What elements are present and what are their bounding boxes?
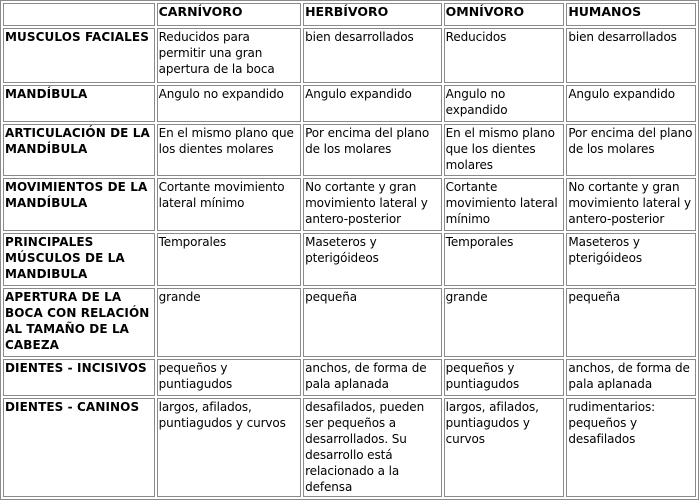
row-label: MOVIMIENTOS DE LA MANDÍBULA (3, 178, 155, 231)
table-row (3, 124, 696, 176)
table-cell: largos, afilados, puntiagudos y curvos (444, 398, 565, 497)
table-cell: anchos, de forma de pala aplanada (566, 359, 696, 396)
row-label: MUSCULOS FACIALES (3, 28, 155, 83)
table-header-row (3, 3, 696, 26)
table-cell: anchos, de forma de pala aplanada (303, 359, 442, 396)
table-cell: Reducidos para permitir una gran apertura de la boca (157, 28, 302, 83)
table-cell: Angulo no expandido (444, 85, 565, 122)
table-cell: Cortante movimiento lateral mínimo (157, 178, 302, 231)
table-cell: En el mismo plano que los dientes molares (157, 124, 302, 176)
table-cell: Reducidos (444, 28, 565, 83)
table-cell: Angulo no expandido (157, 85, 302, 122)
table-row (3, 178, 696, 231)
table-cell: pequeña (566, 288, 696, 357)
table-cell: En el mismo plano que los dientes molares (444, 124, 565, 176)
table-cell: Angulo expandido (303, 85, 442, 122)
table-cell: grande (157, 288, 302, 357)
table-row (3, 359, 696, 396)
table-cell: pequeños y puntiagudos (157, 359, 302, 396)
header-herbivoro: HERBÍVORO (303, 3, 442, 26)
table-cell: Temporales (157, 233, 302, 286)
row-label: MANDÍBULA (3, 85, 155, 122)
table-cell: Por encima del plano de los molares (566, 124, 696, 176)
row-label: DIENTES - INCISIVOS (3, 359, 155, 396)
table-cell: bien desarrollados (303, 28, 442, 83)
header-corner (3, 3, 155, 26)
table-row (3, 85, 696, 122)
table-cell: pequeña (303, 288, 442, 357)
table-cell: Por encima del plano de los molares (303, 124, 442, 176)
table-cell: Temporales (444, 233, 565, 286)
table-row (3, 288, 696, 357)
table-row (3, 28, 696, 83)
table-row (3, 233, 696, 286)
table-row (3, 398, 696, 497)
header-carnivoro: CARNÍVORO (157, 3, 302, 26)
table-cell: pequeños y puntiagudos (444, 359, 565, 396)
table-cell: largos, afilados, puntiagudos y curvos (157, 398, 302, 497)
row-label: ARTICULACIÓN DE LA MANDÍBULA (3, 124, 155, 176)
header-omnivoro: OMNÍVORO (444, 3, 565, 26)
table-cell: grande (444, 288, 565, 357)
row-label: APERTURA DE LA BOCA CON RELACIÓN AL TAMAÑO DE LA CABEZA (3, 288, 155, 357)
table-cell: Cortante movimiento lateral mínimo (444, 178, 565, 231)
table-cell: Maseteros y pterigóideos (303, 233, 442, 286)
table-cell: rudimentarios: pequeños y desafilados (566, 398, 696, 497)
table-cell: bien desarrollados (566, 28, 696, 83)
table-cell: Maseteros y pterigóideos (566, 233, 696, 286)
table-cell: No cortante y gran movimiento lateral y antero-posterior (303, 178, 442, 231)
row-label: PRINCIPALES MÚSCULOS DE LA MANDIBULA (3, 233, 155, 286)
table-cell: desafilados, pueden ser pequeños a desarrollados. Su desarrollo está relacionado a la defensa (303, 398, 442, 497)
table-cell: No cortante y gran movimiento lateral y antero-posterior (566, 178, 696, 231)
header-humanos: HUMANOS (566, 3, 696, 26)
row-label: DIENTES - CANINOS (3, 398, 155, 497)
table-cell: Angulo expandido (566, 85, 696, 122)
